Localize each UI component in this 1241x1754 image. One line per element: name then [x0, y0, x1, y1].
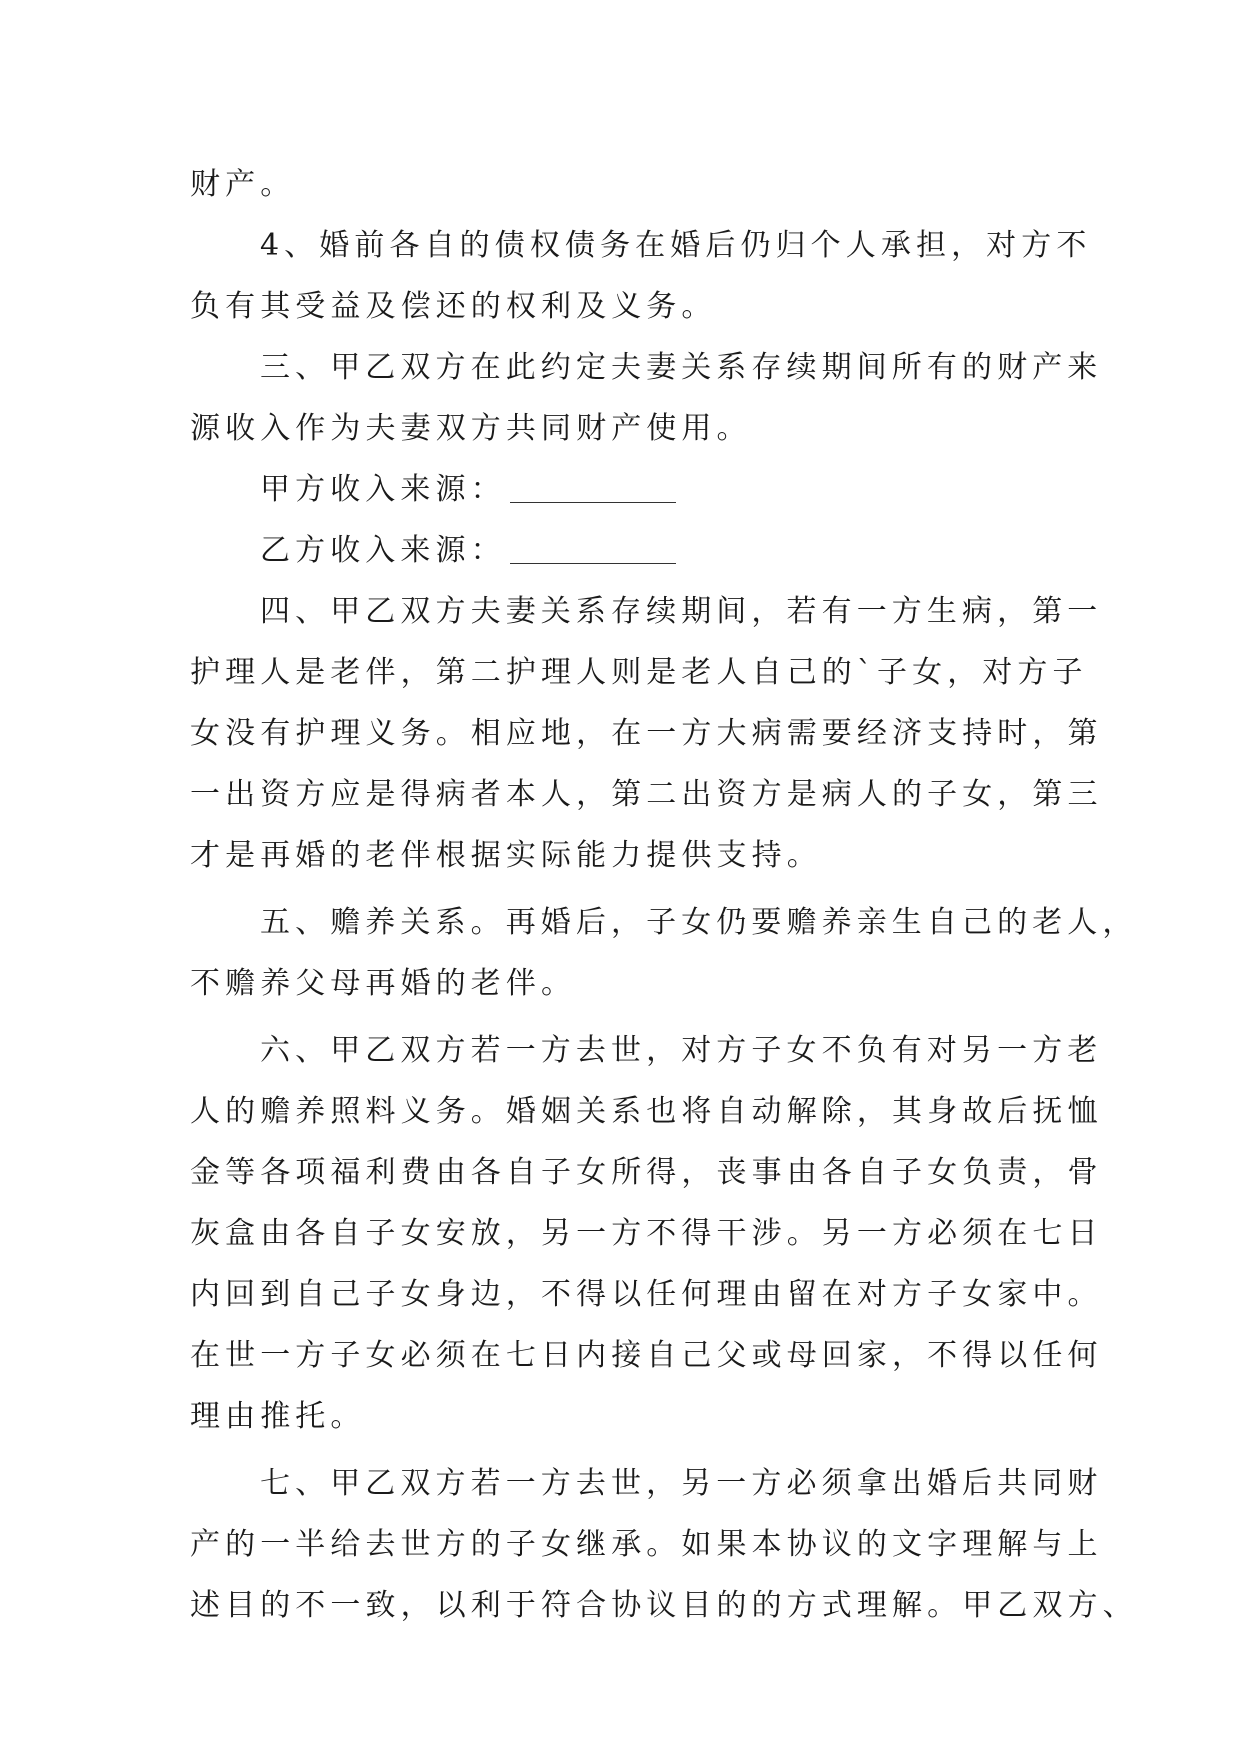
text-line: 六、甲乙双方若一方去世，对方子女不负有对另一方老	[260, 1033, 1103, 1068]
text-line: 灰盒由各自子女安放，另一方不得干涉。另一方必须在七日	[190, 1216, 1103, 1251]
text-line: 源收入作为夫妻双方共同财产使用。	[190, 411, 752, 446]
text-line: 不赡养父母再婚的老伴。	[190, 966, 577, 1001]
party-b-income-label: 乙方收入来源：	[260, 533, 506, 568]
text-line: 理由推托。	[190, 1399, 366, 1434]
text-line: 四、甲乙双方夫妻关系存续期间，若有一方生病，第一	[260, 594, 1103, 629]
text-line: 女没有护理义务。相应地，在一方大病需要经济支持时，第	[190, 716, 1103, 751]
party-b-income-blank[interactable]	[510, 562, 676, 564]
text-line: 才是再婚的老伴根据实际能力提供支持。	[190, 838, 822, 873]
text-line: 五、赡养关系。再婚后，子女仍要赡养亲生自己的老人，	[260, 905, 1138, 940]
paragraph-debts	[190, 215, 1092, 337]
text-line: 七、甲乙双方若一方去世，另一方必须拿出婚后共同财	[260, 1466, 1103, 1501]
paragraph-property-end	[190, 154, 1060, 215]
party-a-income-blank[interactable]	[510, 501, 676, 503]
text-line: 负有其受益及偿还的权利及义务。	[190, 289, 717, 324]
text-line: 在世一方子女必须在七日内接自己父或母回家，不得以任何	[190, 1338, 1103, 1373]
paragraph-clause-5	[190, 892, 1138, 1014]
party-b-income-field	[190, 520, 1060, 581]
text-line: 护理人是老伴，第二护理人则是老人自己的`子女，对方子	[190, 655, 1088, 690]
text-line: 4、婚前各自的债权债务在婚后仍归个人承担，对方不	[260, 228, 1092, 263]
party-a-income-label: 甲方收入来源：	[260, 472, 506, 507]
text-line: 金等各项福利费由各自子女所得，丧事由各自子女负责，骨	[190, 1155, 1103, 1190]
paragraph-clause-4	[190, 581, 1103, 886]
paragraph-clause-3	[190, 337, 1103, 459]
text-line: 财产。	[190, 167, 296, 202]
text-line: 产的一半给去世方的子女继承。如果本协议的文字理解与上	[190, 1527, 1103, 1562]
party-a-income-field	[190, 459, 1060, 520]
paragraph-clause-7	[190, 1453, 1138, 1636]
paragraph-clause-6	[190, 1020, 1103, 1447]
text-line: 述目的不一致，以利于符合协议目的的方式理解。甲乙双方、	[190, 1588, 1138, 1623]
document-body	[190, 154, 1138, 1636]
text-line: 一出资方应是得病者本人，第二出资方是病人的子女，第三	[190, 777, 1103, 812]
text-line: 人的赡养照料义务。婚姻关系也将自动解除，其身故后抚恤	[190, 1094, 1103, 1129]
text-line: 内回到自己子女身边，不得以任何理由留在对方子女家中。	[190, 1277, 1103, 1312]
text-line: 三、甲乙双方在此约定夫妻关系存续期间所有的财产来	[260, 350, 1103, 385]
